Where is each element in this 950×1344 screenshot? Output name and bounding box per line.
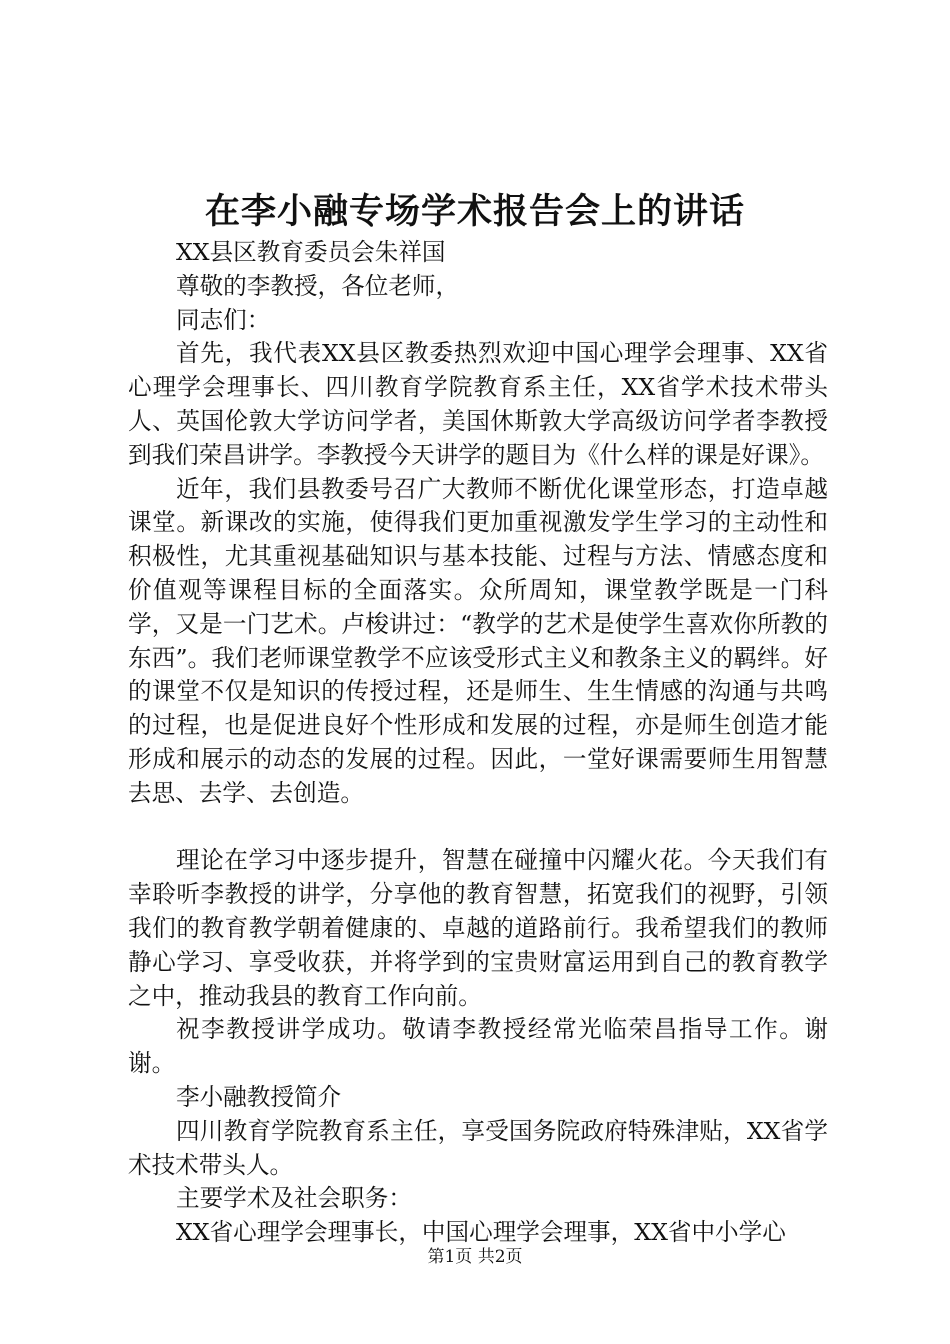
paragraph-welcome: 首先，我代表XX县区教委热烈欢迎中国心理学会理事、XX省心理学会理事长、四川教育学院教育系主任，XX省学术技术带头人、英国伦敦大学访问学者，美国休斯敦大学高级访问学者李教授到我们荣昌讲学。李教授今天讲学的题目为《什么样的课是好课》。 [128, 339, 828, 469]
page-footer: 第1页 共2页 [427, 1247, 523, 1267]
paragraph-gap [128, 811, 828, 845]
paragraph-closing: 祝李教授讲学成功。敬请李教授经常光临荣昌指导工作。谢谢。 [128, 1015, 828, 1078]
salutation-line-2: 同志们： [176, 305, 271, 334]
salutation-line: 尊敬的李教授，各位老师， [176, 271, 460, 300]
roles-heading: 主要学术及社会职务： [176, 1184, 412, 1213]
roles-line: XX省心理学会理事长，中国心理学会理事，XX省中小学心 [176, 1218, 786, 1247]
author-line: XX县区教育委员会朱祥国 [176, 238, 446, 266]
bio-position: 四川教育学院教育系主任，享受国务院政府特殊津贴，XX省学术技术带头人。 [128, 1116, 828, 1179]
document-title: 在李小融专场学术报告会上的讲话 [204, 191, 745, 232]
paragraph-theory: 理论在学习中逐步提升，智慧在碰撞中闪耀火花。今天我们有幸聆听李教授的讲学，分享他的教育智慧，拓宽我们的视野，引领我们的教育教学朝着健康的、卓越的道路前行。我希望我们的教师静心学习、享受收获，并将学到的宝贵财富运用到自己的教育教学之中，推动我县的教育工作向前。 [128, 846, 828, 1010]
bio-heading: 李小融教授简介 [176, 1082, 342, 1111]
paragraph-classroom: 近年，我们县教委号召广大教师不断优化课堂形态，打造卓越课堂。新课改的实施，使得我们更加重视激发学生学习的主动性和积极性，尤其重视基础知识与基本技能、过程与方法、情感态度和价值观等课程目标的全面落实。众所周知，课堂教学既是一门科学，又是一门艺术。卢梭讲过：“教学的艺术是使学生喜欢你所教的东西”。我们老师课堂教学不应该受形式主义和教条主义的羁绊。好的课堂不仅是知识的传授过程，还是师生、生生情感的沟通与共鸣的过程，也是促进良好个性形成和发展的过程，亦是师生创造才能形成和展示的动态的发展的过程。因此，一堂好课需要师生用智慧去思、去学、去创造。 [128, 474, 828, 807]
document-body [128, 236, 828, 1250]
